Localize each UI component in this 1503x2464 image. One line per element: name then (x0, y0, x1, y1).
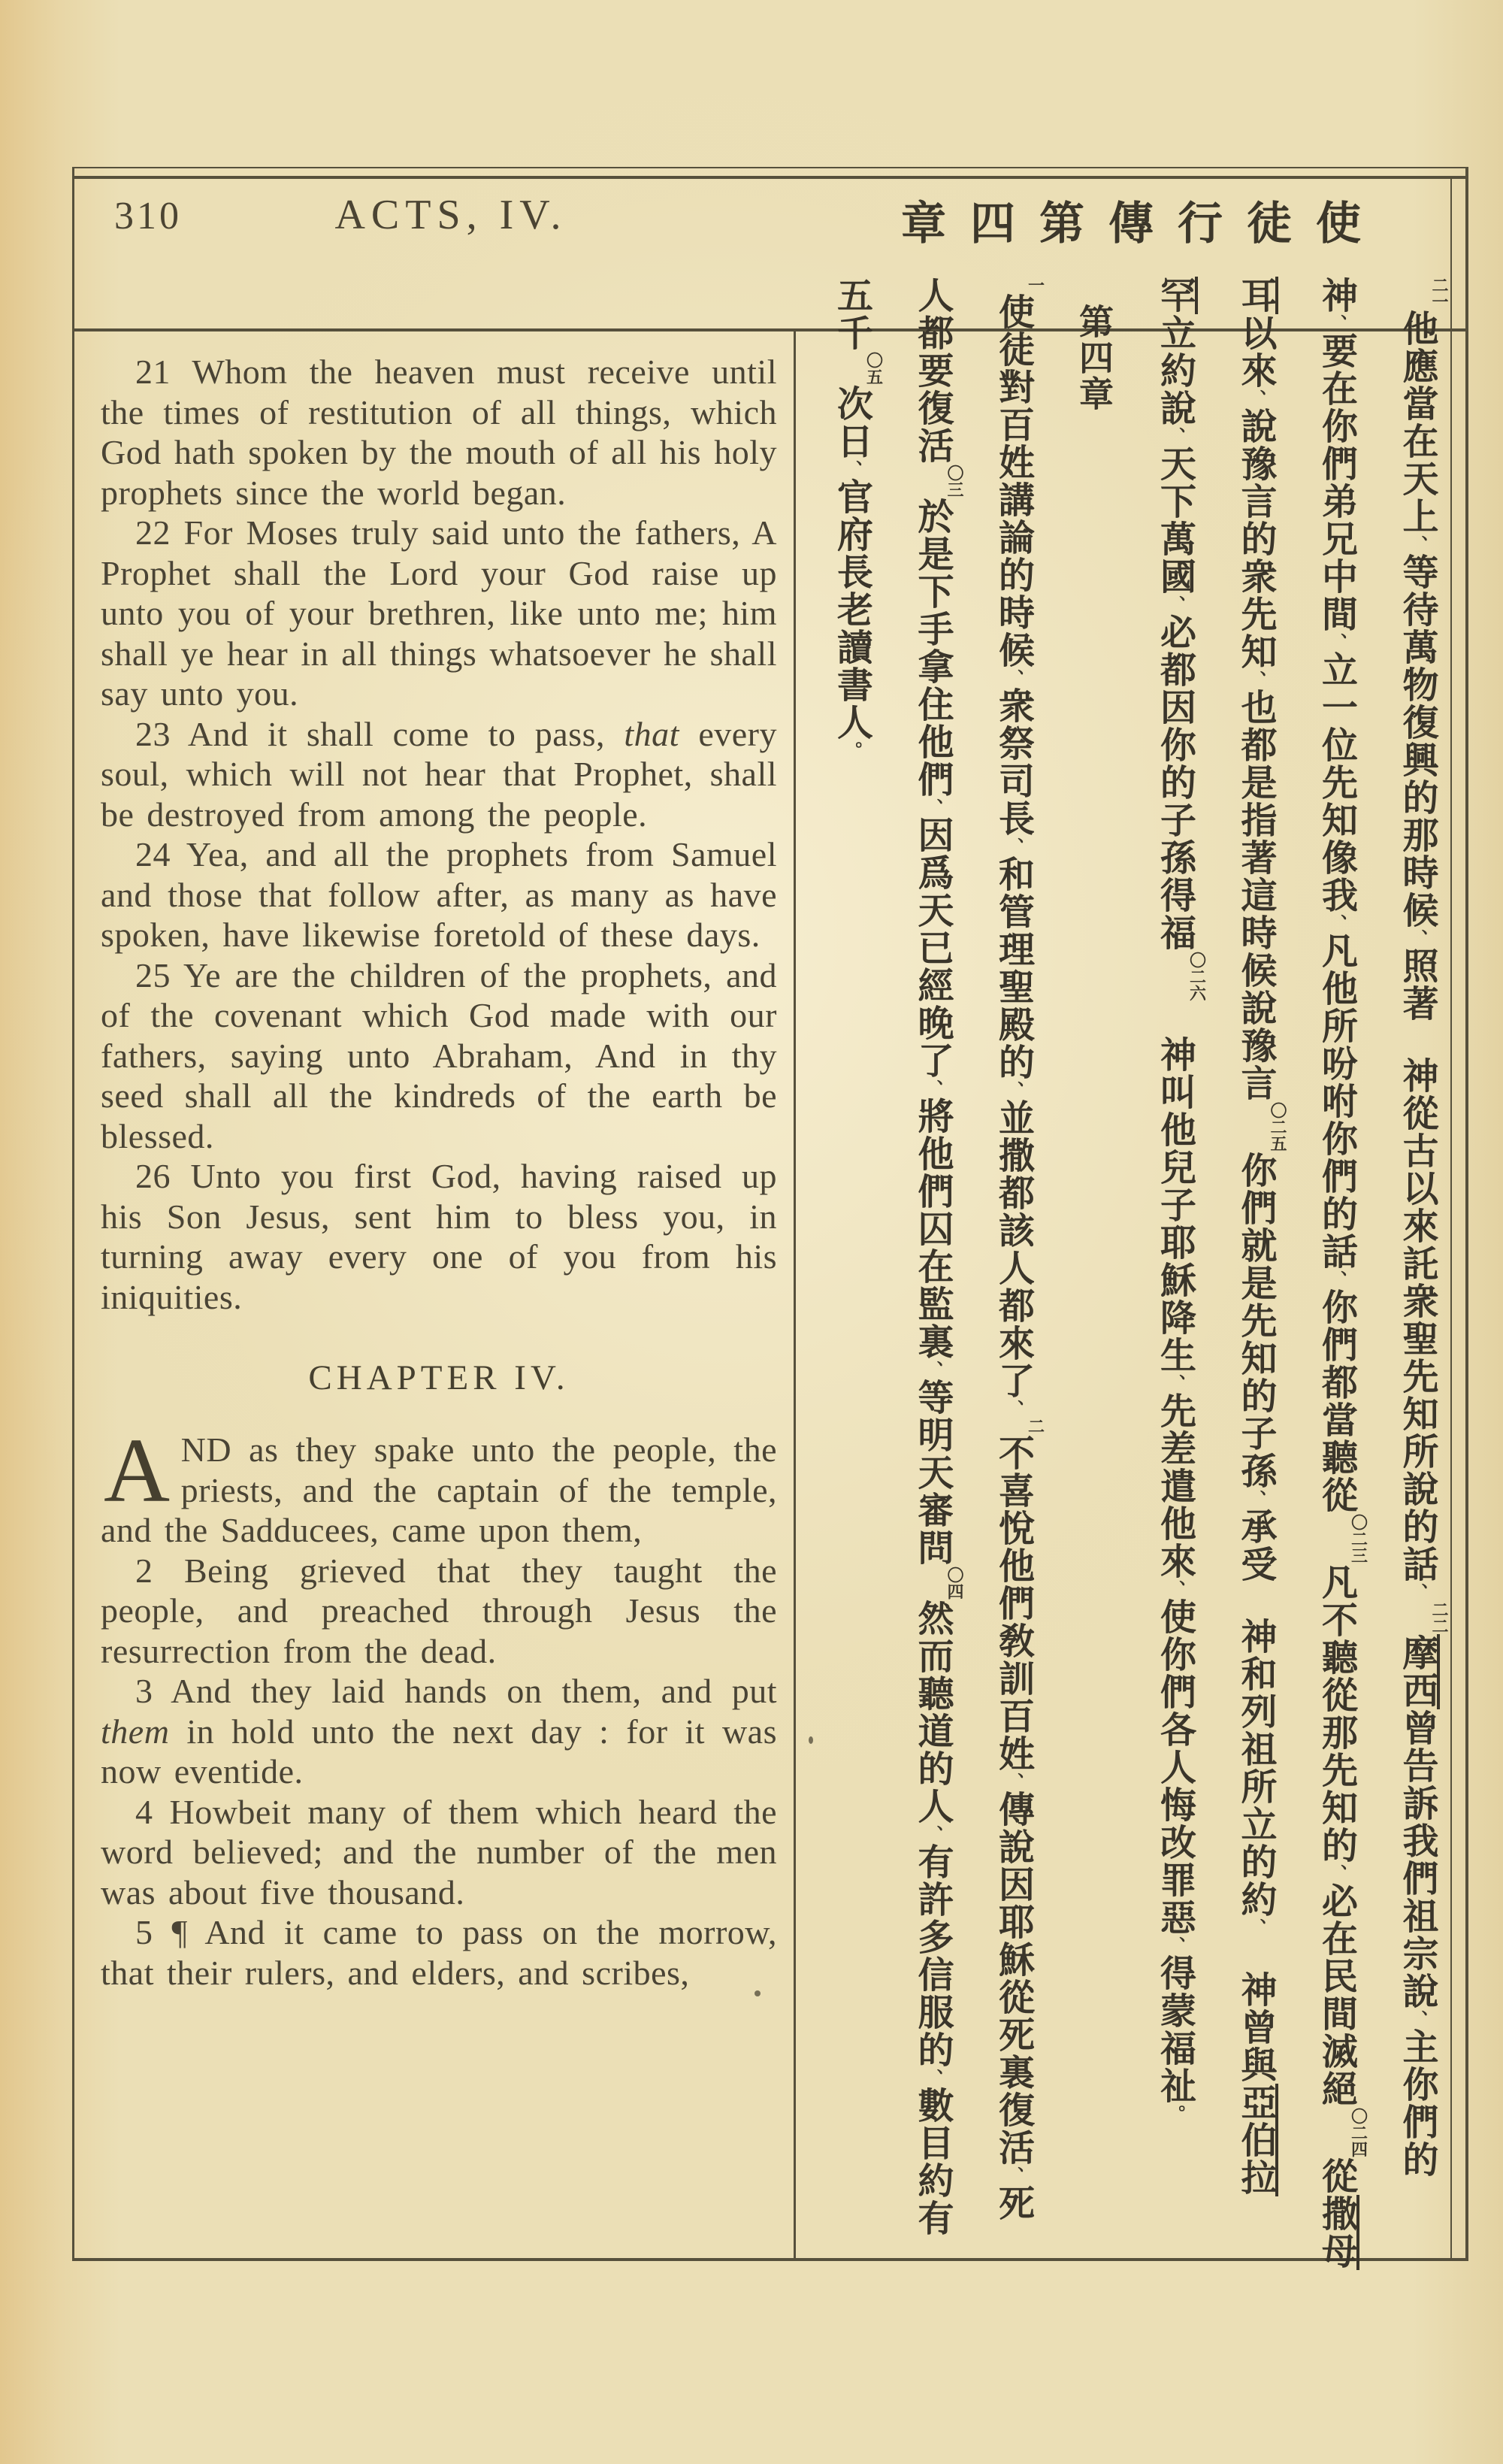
verse-text: in hold unto the next day : for it was now eventide. (101, 1712, 777, 1790)
chinese-column-2 (1297, 277, 1375, 2270)
cjk-punctuation: 。 (1164, 2105, 1184, 2123)
running-head-chinese: 章四第傳行徒使 (901, 199, 1385, 249)
chinese-column-1 (1377, 277, 1456, 2178)
chinese-run: 使徒對百姓講論的時候、衆祭司長、和管理聖殿的、並撒都該人都來了、 (993, 293, 1033, 1418)
cjk-punctuation: 、 (1003, 1400, 1023, 1418)
chinese-run: 次日、官府長老讀書人。 (831, 385, 872, 759)
verse-number-marker: 〇二五 (1269, 1102, 1287, 1152)
verse-text: 25 Ye are the children of the prophets, and of the covenant which God made with our fathers, saying unto Abraham, And in thy seed shall all the kindreds of the earth be blessed. (101, 955, 777, 1155)
verse-number-marker: 〇二三 (1349, 1514, 1368, 1563)
cjk-punctuation: 、 (1164, 1374, 1184, 1392)
cjk-punctuation: 、 (1407, 535, 1426, 553)
verse-text: every soul, which will not hear that Prophet, shall be destroyed from among the people. (101, 714, 777, 834)
verse-number-marker: 〇五 (864, 352, 884, 385)
cjk-punctuation: 、 (1245, 1918, 1265, 1936)
chinese-run: 神曾與 (1235, 1971, 1275, 2084)
cjk-punctuation: 、 (1003, 2166, 1023, 2184)
proper-noun-marked-text: 亞伯拉 (1235, 2084, 1278, 2196)
cjk-punctuation: 、 (922, 1361, 942, 1379)
verse-number-marker: 二二 (1430, 1601, 1449, 1634)
cjk-punctuation: 、 (1407, 2010, 1426, 2028)
verse-text: 22 For Moses truly said unto the fathers, A Prophet shall the Lord your God raise up unto you of your brethren, like unto me; him shall ye hear in all things whatsoever he shall say unto you. (101, 513, 777, 713)
proper-noun-marked-text: 罕 (1155, 277, 1198, 314)
cjk-punctuation: 、 (1326, 914, 1346, 932)
chinese-run: 第四章 (1075, 304, 1113, 412)
chinese-run: 神從古以來託衆聖先知所說的話、 (1397, 1057, 1437, 1601)
chinese-run: 凡不聽從那先知的、必在民間滅絕 (1316, 1563, 1356, 2108)
cjk-punctuation: 、 (1407, 929, 1426, 947)
honorific-space (1416, 1022, 1417, 1057)
cjk-punctuation: 、 (1326, 633, 1346, 651)
cjk-punctuation: 、 (1164, 1580, 1184, 1598)
cjk-punctuation: 、 (922, 2069, 942, 2087)
cjk-punctuation: 、 (1407, 1583, 1426, 1601)
cjk-punctuation: 、 (1326, 314, 1346, 332)
cjk-punctuation: 、 (1245, 1490, 1265, 1508)
honorific-space (1174, 1001, 1175, 1036)
chinese-run: 不喜悅他們敎訓百姓、傳說因耶穌從死裏復活、死 (993, 1434, 1033, 2222)
verse-number-marker: 二 (1026, 1418, 1045, 1434)
chinese-run: 立約說、天下萬國、必都因你的子孫得福 (1154, 314, 1195, 952)
cjk-punctuation: 、 (1245, 670, 1265, 689)
cjk-punctuation: 、 (1326, 1864, 1346, 1882)
cjk-punctuation: 、 (1164, 427, 1184, 445)
stray-ink-dot (755, 1990, 761, 1996)
cjk-punctuation: 、 (1003, 1081, 1023, 1099)
cjk-punctuation: 、 (841, 460, 861, 478)
proper-noun-marked-text: 撒母 (1317, 2195, 1359, 2270)
cjk-punctuation: 、 (1164, 595, 1184, 613)
cjk-punctuation: 、 (922, 1079, 942, 1097)
chinese-run: 你們就是先知的子孫、承受 (1235, 1152, 1275, 1583)
italic-text: them (101, 1712, 170, 1751)
verse-text: CHAPTER IV. (308, 1358, 570, 1397)
verse-text: 4 Howbeit many of them which heard the word believed; and the number of the men was about five thousand. (101, 1792, 777, 1912)
verse-number-marker: 〇四 (945, 1566, 964, 1600)
chinese-column-6 (974, 277, 1052, 2222)
chinese-run: 神和列祖所立的約、 (1235, 1618, 1275, 1936)
cjk-punctuation: 、 (1003, 1772, 1023, 1790)
cjk-punctuation: 、 (1003, 837, 1023, 855)
verse-text: 24 Yea, and all the prophets from Samuel and those that follow after, as many as have spoken, have likewise foretold of these days. (101, 835, 777, 954)
stray-ink-dot (809, 1736, 813, 1744)
verse-text: 21 Whom the heaven must receive until the times of restitution of all things, which God hath spoken by the mouth of all his holy prophets since the world began. (101, 353, 777, 512)
proper-noun-marked-text: 摩西 (1397, 1634, 1440, 1709)
honorific-space (1254, 1936, 1256, 1971)
chinese-run: 他應當在天上、等待萬物復興的那時候、照著 (1397, 310, 1437, 1022)
chinese-run: 然而聽道的人、有許多信服的、數目約有 (912, 1600, 952, 2237)
verse-text: 3 And they laid hands on them, and put (135, 1672, 777, 1710)
verse-number-marker: 一 (1026, 277, 1045, 293)
chinese-column-3 (1216, 277, 1294, 2196)
proper-noun-marked-text: 耳 (1235, 277, 1278, 314)
verse-text: 2 Being grieved that they taught the people, and preached through Jesus the resurrection from the dead. (101, 1551, 777, 1670)
chinese-column-7 (893, 277, 971, 2237)
cjk-punctuation: 、 (1003, 669, 1023, 687)
verse-number-marker: 〇二四 (1349, 2108, 1368, 2157)
chinese-run: 從 (1316, 2157, 1356, 2195)
chinese-chapter-heading (1054, 304, 1133, 412)
chinese-column-4 (1136, 277, 1214, 2123)
chinese-run: 神、要在你們弟兄中間、立一位先知像我、凡他所吩咐你們的話、你們都當聽從 (1316, 277, 1356, 1514)
verse-number-marker: 〇三 (945, 465, 964, 498)
page-number: 310 (114, 195, 182, 238)
cjk-punctuation: 、 (922, 1825, 942, 1843)
chinese-run: 神叫他兒子耶穌降生、先差遣他來、使你們各人悔改罪惡、得蒙福祉。 (1154, 1036, 1195, 2123)
cjk-punctuation: 、 (922, 798, 942, 816)
chinese-run: 人都要復活 (912, 277, 952, 465)
italic-text: that (624, 714, 679, 753)
verse-number-marker: 二一 (1430, 277, 1449, 310)
running-head-english: ACTS, IV. (334, 192, 567, 238)
chinese-run: 五千 (831, 277, 872, 352)
chinese-run: 於是下手拿住他們、因爲天已經晚了、將他們囚在監裏、等明天審問 (912, 498, 952, 1566)
chinese-run: 曾告訴我們祖宗說、主你們的 (1397, 1709, 1437, 2178)
verse-text: 26 Unto you first God, having raised up his Son Jesus, sent him to bless you, in turning away every one of you from his iniquities. (101, 1157, 777, 1316)
cjk-punctuation: 、 (1245, 389, 1265, 407)
cjk-punctuation: 、 (1326, 1270, 1346, 1288)
cjk-punctuation: 、 (1164, 1936, 1184, 1954)
verse-text: ND as they spake unto the people, the priests, and the captain of the temple, and the Sadducees, came upon them, (101, 1430, 777, 1549)
drop-cap: A (104, 1420, 171, 1521)
chinese-run: 以來、說豫言的衆先知、也都是指著這時候說豫言 (1235, 314, 1275, 1102)
verse-text: 23 And it shall come to pass, (135, 714, 624, 753)
chinese-column-8 (812, 277, 891, 759)
honorific-space (1254, 1583, 1256, 1618)
cjk-punctuation: 。 (841, 741, 861, 759)
verse-number-marker: 〇二六 (1187, 952, 1207, 1001)
verse-text: 5 ¶ And it came to pass on the morrow, that their rulers, and elders, and scribes, (101, 1913, 777, 1992)
